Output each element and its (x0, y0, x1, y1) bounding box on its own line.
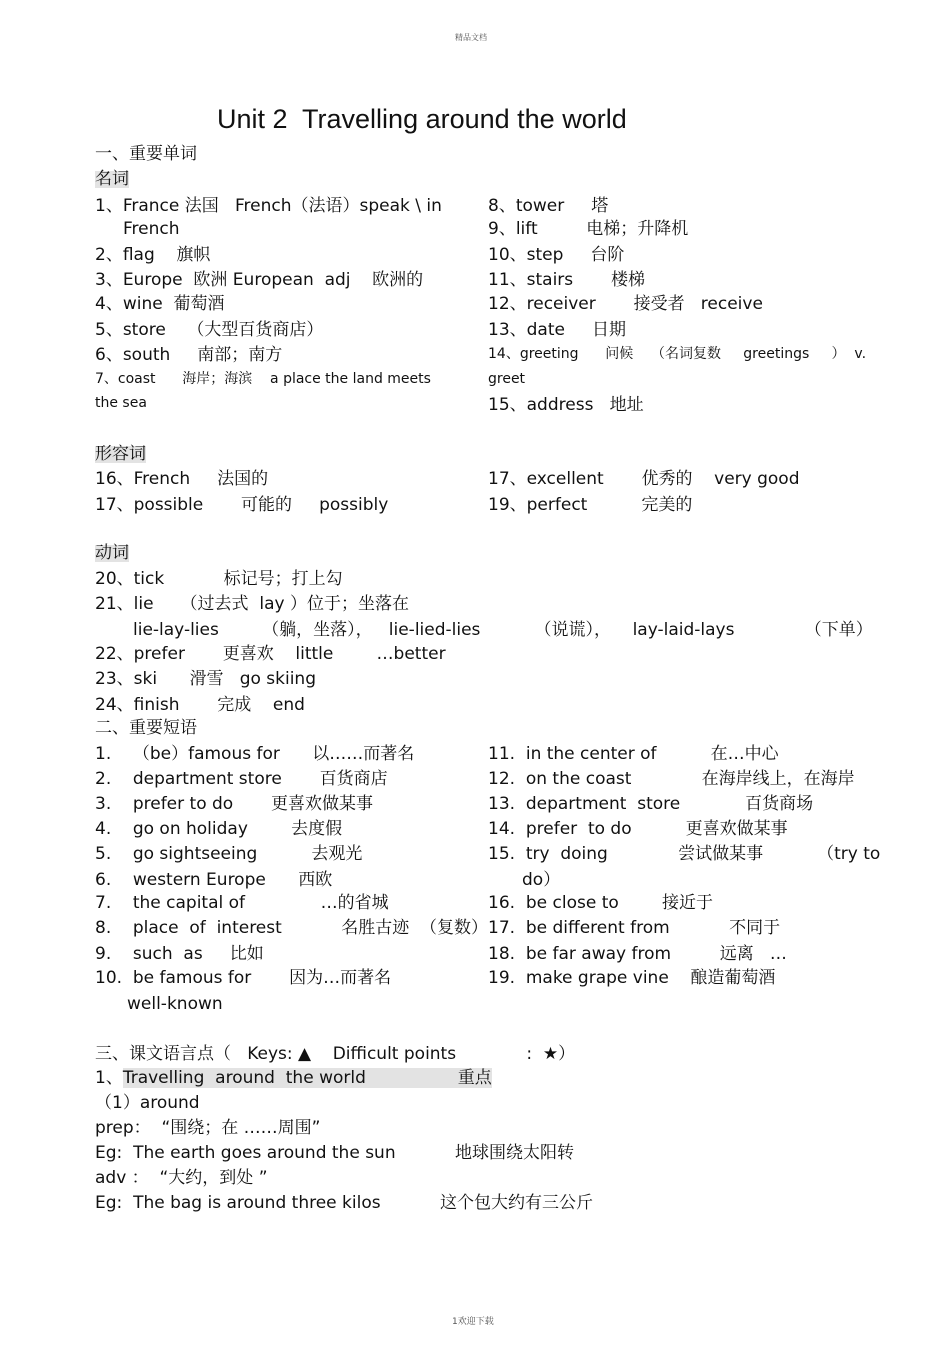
list-item: 12、receiver 接受者 receive (488, 294, 763, 314)
list-item: 15. try doing 尝试做某事 （try to (488, 844, 881, 864)
list-item: greet (488, 371, 526, 387)
list-item: do） (522, 870, 561, 890)
list-item: 3. prefer to do 更喜欢做某事 (95, 794, 374, 814)
list-item: 22、prefer 更喜欢 little …better (95, 644, 446, 664)
list-item: 19、perfect 完美的 (488, 495, 693, 515)
list-item: 21、lie （过去式 lay ）位于；坐落在 (95, 594, 409, 614)
list-item: 1. （be）famous for 以……而著名 (95, 744, 415, 764)
list-item: 18. be far away from 远离 … (488, 944, 787, 964)
page-footer: 1欢迎下载 (452, 1317, 494, 1327)
list-item: 17. be different from 不同于 (488, 918, 781, 938)
list-item: 17、excellent 优秀的 very good (488, 469, 800, 489)
list-item: 5、store （大型百货商店） (95, 320, 324, 340)
page-header: 精品文档 (455, 33, 487, 42)
list-item: 16、French 法国的 (95, 469, 269, 489)
list-item: 10. be famous for 因为…而著名 (95, 968, 392, 988)
list-item: 2. department store 百货商店 (95, 769, 388, 789)
list-item: 4、wine 葡萄酒 (95, 294, 225, 314)
text-line: （1）around (95, 1093, 200, 1113)
section-heading-phrases: 二、重要短语 (95, 718, 197, 738)
list-item: 24、finish 完成 end (95, 695, 305, 715)
text-line: adv ： “大约，到处 ” (95, 1168, 268, 1188)
list-item: 14、greeting 问候 （名词复数 greetings ） v. (488, 346, 867, 362)
list-item: 5. go sightseeing 去观光 (95, 844, 363, 864)
text-line: prep： “围绕；在 ……周围” (95, 1118, 321, 1138)
list-item: 11、stairs 楼梯 (488, 270, 645, 290)
list-item: 13. department store 百货商场 (488, 794, 814, 814)
list-item: 15、address 地址 (488, 395, 644, 415)
list-item: 10、step 台阶 (488, 245, 625, 265)
list-item: 9、lift 电梯；升降机 (488, 219, 689, 239)
list-item: 4. go on holiday 去度假 (95, 819, 343, 839)
list-item: the sea (95, 395, 147, 411)
list-item: 6、south 南部；南方 (95, 345, 283, 365)
list-item: 13、date 日期 (488, 320, 626, 340)
list-item: well-known (127, 994, 223, 1014)
page-title: Unit 2 Travelling around the world (217, 104, 627, 134)
text-line: Eg: The earth goes around the sun 地球围绕太阳转 (95, 1143, 575, 1163)
adjectives-label: 形容词 (95, 444, 146, 464)
section-heading-language-points: 三、课文语言点（ Keys: ▲ Difficult points : ★） (95, 1044, 576, 1064)
verbs-label: 动词 (95, 543, 129, 563)
list-item: 1、France 法国 French（法语）speak \ in (95, 196, 442, 216)
list-item: 14. prefer to do 更喜欢做某事 (488, 819, 788, 839)
list-item: 23、ski 滑雪 go skiing (95, 669, 316, 689)
list-item: French (123, 219, 180, 239)
point-1-title: Travelling around the world 重点 (122, 1068, 492, 1088)
nouns-label: 名词 (95, 169, 129, 189)
list-item: 11. in the center of 在…中心 (488, 744, 779, 764)
list-item: 7. the capital of …的省城 (95, 893, 389, 913)
point-1-number: 1、 (95, 1068, 123, 1088)
list-item: 9. such as 比如 (95, 944, 264, 964)
list-item: 17、possible 可能的 possibly (95, 495, 389, 515)
list-item: 8. place of interest 名胜古迹 （复数） (95, 918, 489, 938)
list-item: 19. make grape vine 酿造葡萄酒 (488, 968, 776, 988)
list-item: 20、tick 标记号；打上勾 (95, 569, 343, 589)
text-line: Eg: The bag is around three kilos 这个包大约有三公斤 (95, 1193, 594, 1213)
list-item: 6. western Europe 西欧 (95, 870, 333, 890)
list-item: 7、coast 海岸；海滨 a place the land meets (95, 371, 431, 387)
list-item: 3、Europe 欧洲 European adj 欧洲的 (95, 270, 424, 290)
list-item: 16. be close to 接近于 (488, 893, 713, 913)
point-1-heading (95, 1070, 492, 1087)
list-item: 2、flag 旗帜 (95, 245, 211, 265)
list-item: 12. on the coast 在海岸线上，在海岸 (488, 769, 855, 789)
section-heading-vocabulary: 一、重要单词 (95, 144, 197, 164)
list-item: 8、tower 塔 (488, 196, 609, 216)
list-item: lie-lay-lies （躺，坐落）， lie-lied-lies （说谎）， lay-laid-lays （下单） (133, 620, 873, 640)
